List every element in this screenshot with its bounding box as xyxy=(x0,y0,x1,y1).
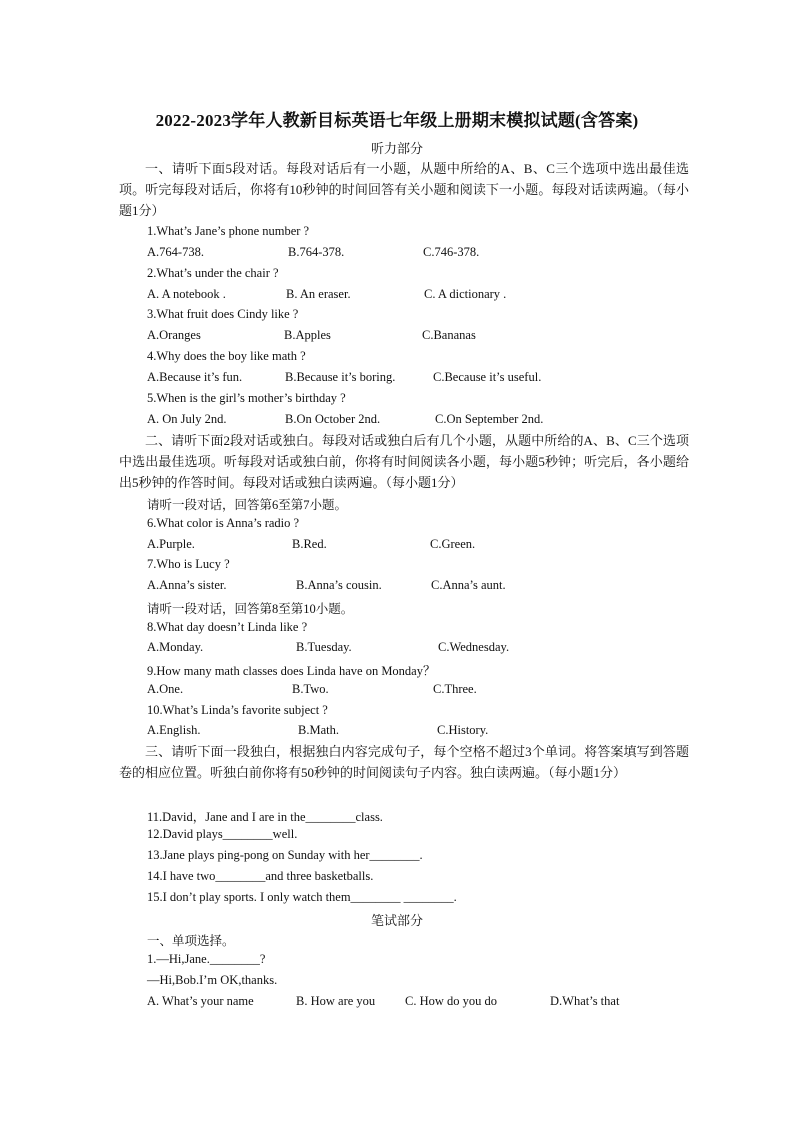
question-14: 14.I have two________and three basketballs. xyxy=(147,869,374,883)
option-a: A.Anna’s sister. xyxy=(147,578,227,592)
option-b: B. An eraser. xyxy=(286,287,351,301)
option-a: A.Monday. xyxy=(147,640,204,654)
question-1: 1.What’s Jane’s phone number ? xyxy=(147,224,310,238)
option-c: C. How do you do xyxy=(405,994,498,1008)
listening-heading: 听力部分 xyxy=(370,141,423,156)
option-c: C.History. xyxy=(437,723,489,737)
question-5: 5.When is the girl’s mother’s birthday ? xyxy=(147,391,346,405)
listening-section1-instructions: 一、请听下面5段对话。每段对话后有一小题，从题中所给的A、B、C三个选项中选出最佳选项。听完每段对话后，你将有10秒钟的时间回答有关小题和阅读下一小题。每段对话读两遍。（每小题1分） xyxy=(119,161,689,218)
question-11: 11.David，Jane and I are in the________class. xyxy=(147,810,383,824)
option-c: C.Wednesday. xyxy=(438,640,510,654)
option-b: B.Tuesday. xyxy=(296,640,352,654)
option-a: A. What’s your name xyxy=(147,994,254,1008)
listening-section3-instructions: 三、请听下面一段独白，根据独白内容完成句子，每个空格不超过3个单词。将答案填写到答题卷的相应位置。听独白前你将有50秒钟的时间阅读句子内容。独白读两遍。（每小题1分） xyxy=(119,744,689,780)
listening-section2-instructions: 二、请听下面2段对话或独白。每段对话或独白后有几个小题，从题中所给的A、B、C三个选项中选出最佳选项。听每段对话或独白前，你将有时间阅读各小题，每小题5秒钟；听完后，各小题给出5秒钟的作答时间。每段对话或独白读两遍。（每小题1分） xyxy=(119,433,689,490)
subsection-2-instructions: 请听一段对话，回答第8至第10小题。 xyxy=(147,602,354,616)
option-c: C.746-378. xyxy=(423,245,480,259)
question-13: 13.Jane plays ping-pong on Sunday with her________. xyxy=(147,848,423,862)
question-15: 15.I don’t play sports. I only watch them________ ________. xyxy=(147,890,457,904)
question-6: 6.What color is Anna’s radio ? xyxy=(147,516,300,530)
subsection-1-instructions: 请听一段对话，回答第6至第7小题。 xyxy=(147,498,348,512)
option-a: A. On July 2nd. xyxy=(147,412,227,426)
option-a: A.Purple. xyxy=(147,537,195,551)
question-9: 9.How many math classes does Linda have on Monday？ xyxy=(147,664,436,678)
option-b: B.On October 2nd. xyxy=(285,412,381,426)
question-2: 2.What’s under the chair ? xyxy=(147,266,279,280)
writing-section1-title: 一、单项选择。 xyxy=(147,934,235,948)
option-c: C.Green. xyxy=(430,537,476,551)
option-b: B. How are you xyxy=(296,994,376,1008)
question-4: 4.Why does the boy like math ? xyxy=(147,349,306,363)
question-7: 7.Who is Lucy ? xyxy=(147,557,230,571)
option-b: B.764-378. xyxy=(288,245,345,259)
option-a: A.Because it’s fun. xyxy=(147,370,243,384)
question-3: 3.What fruit does Cindy like ? xyxy=(147,307,299,321)
option-c: C.On September 2nd. xyxy=(435,412,544,426)
option-c: C.Bananas xyxy=(422,328,476,342)
option-b: B.Red. xyxy=(292,537,327,551)
option-b: B.Apples xyxy=(284,328,331,342)
option-b: B.Because it’s boring. xyxy=(285,370,396,384)
option-a: A.764-738. xyxy=(147,245,204,259)
option-b: B.Math. xyxy=(298,723,339,737)
writing-question-1-response: —Hi,Bob.I’m OK,thanks. xyxy=(147,973,278,987)
writing-heading: 笔试部分 xyxy=(370,913,423,928)
option-c: C.Because it’s useful. xyxy=(433,370,542,384)
option-d: D.What’s that xyxy=(550,994,620,1008)
option-b: B.Two. xyxy=(292,682,329,696)
option-b: B.Anna’s cousin. xyxy=(296,578,382,592)
exam-title: 2022-2023学年人教新目标英语七年级上册期末模拟试题(含答案) xyxy=(155,111,639,130)
option-c: C.Anna’s aunt. xyxy=(431,578,506,592)
option-c: C. A dictionary . xyxy=(424,287,507,301)
option-a: A.One. xyxy=(147,682,184,696)
writing-question-1-prompt: 1.—Hi,Jane.________? xyxy=(147,952,266,966)
option-c: C.Three. xyxy=(433,682,477,696)
question-8: 8.What day doesn’t Linda like ? xyxy=(147,620,308,634)
option-a: A.Oranges xyxy=(147,328,201,342)
option-a: A. A notebook . xyxy=(147,287,226,301)
question-12: 12.David plays________well. xyxy=(147,827,298,841)
option-a: A.English. xyxy=(147,723,201,737)
question-10: 10.What’s Linda’s favorite subject ? xyxy=(147,703,328,717)
